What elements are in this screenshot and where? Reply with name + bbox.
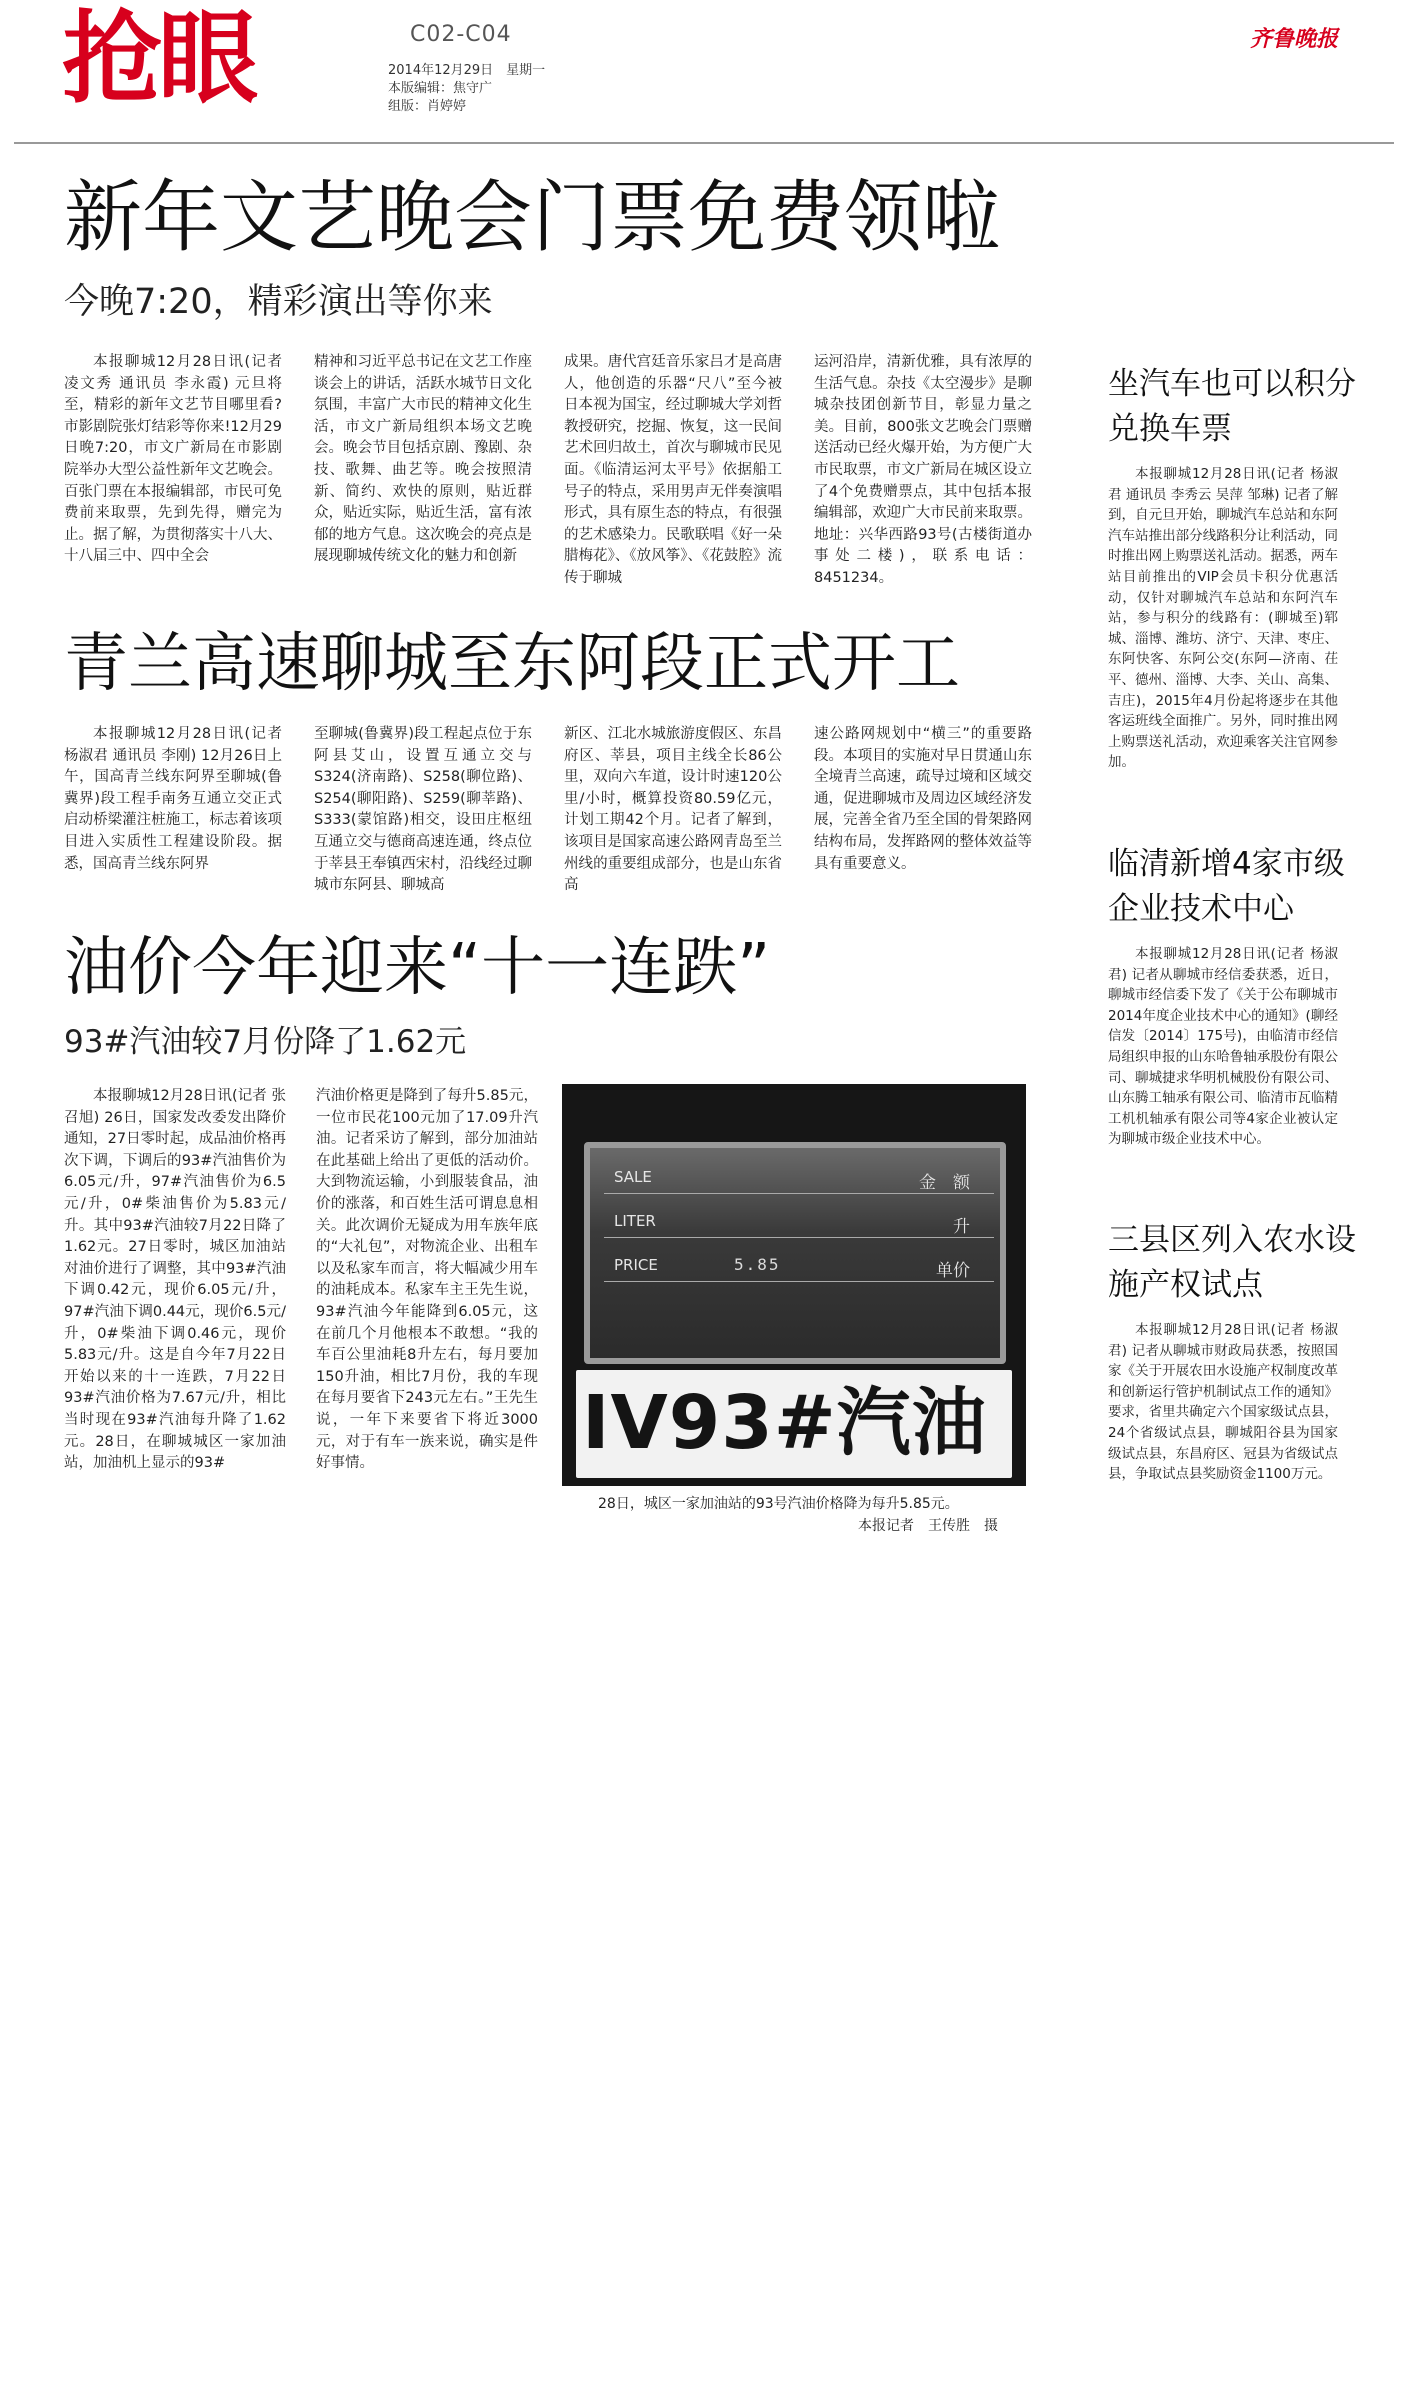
sidebar-story-2-title: 临清新增4家市级企业技术中心 (1108, 846, 1345, 927)
page-editor: 本版编辑：焦守广 (388, 81, 493, 96)
pump-row-label: SALE (614, 1168, 652, 1186)
sidebar-story-3-text: 本报聊城12月28日讯(记者 杨淑君) 记者从聊城市财政局获悉，按照国家《关于开展农田水设施产权制度改革和创新运行管护机制试点工作的通知》要求，省里共确定六个国家级试点县，24个省级试点县，聊城阳谷县为国家级试点县，东昌府区、冠县为省级试点县，争取试点县奖励资金1100万元。 (1108, 1322, 1338, 1483)
article1-column-4 (814, 352, 1032, 596)
article2-text-4: 速公路网规划中“横三”的重要路段。本项目的实施对早日贯通山东全境青兰高速，疏导过境和区域交通，促进聊城市及周边区域经济发展，完善全省乃至全国的骨架路网结构布局，发挥路网的整体效益等具有重要意义。 (814, 726, 1032, 872)
fuel-pump-photo (562, 1084, 1026, 1486)
pump-row-value: 5.85 (734, 1255, 781, 1274)
article3-column-1 (64, 1086, 286, 1526)
article2-text-2: 至聊城(鲁冀界)段工程起点位于东阿县艾山，设置互通立交与S324(济南路)、S258(聊位路)、S254(聊阳路)、S259(聊莘路)、S333(蒙馆路)相交，设田庄枢纽互通立交与德商高速连通，终点位于莘县王奉镇西宋村，沿线经过聊城市东阿县、聊城高 (314, 726, 532, 894)
page-code: C02-C04 (410, 22, 512, 47)
pump-row-liter (604, 1206, 994, 1238)
pump-row-unit: 单价 (936, 1261, 970, 1281)
sidebar-story-2-text: 本报聊城12月28日讯(记者 杨淑君) 记者从聊城市经信委获悉，近日，聊城市经信委下发了《关于公布聊城市2014年度企业技术中心的通知》(聊经信发〔2014〕175号)，由临清市经信局组织申报的山东哈鲁轴承股份有限公司、聊城捷求华明机械股份有限公司、山东腾工轴承有限公司、临清市瓦临精工机机轴承有限公司等4家企业被认定为聊城市级企业技术中心。 (1108, 946, 1338, 1148)
article2-column-1 (64, 724, 282, 904)
article2-headline: 青兰高速聊城至东阿段正式开工 (64, 627, 960, 701)
section-logo: 抢眼 (62, 0, 254, 117)
fuel-grade-text: IV93#汽油 (582, 1380, 987, 1466)
article1-text-1: 本报聊城12月28日讯(记者 凌文秀 通讯员 李永霞) 元旦将至，精彩的新年文艺节目哪里看?市影剧院张灯结彩等你来!12月29日晚7:20，市文广新局在市影剧院举办大型公益性新年文艺晚会。百张门票在本报编辑部，市民可免费前来取票，先到先得，赠完为止。据了解，为贯彻落实十八大、十八届三中、四中全会 (64, 354, 282, 565)
newspaper-name: 齐鲁晚报 (1250, 26, 1339, 52)
article2-text-3: 新区、江北水城旅游度假区、东昌府区、莘县，项目主线全长86公里，双向六车道，设计时速120公里/小时，概算投资80.59亿元，计划工期42个月。记者了解到，该项目是国家高速公路网青岛至兰州线的重要组成部分，也是山东省高 (564, 726, 782, 894)
article1-text-2: 精神和习近平总书记在文艺工作座谈会上的讲话，活跃水城节日文化氛围，丰富广大市民的精神文化生活，市文广新局组织本场文艺晚会。晚会节目包括京剧、豫剧、杂技、歌舞、曲艺等。晚会按照清新、简约、欢快的原则，贴近群众，贴近实际，贴近生活，富有浓郁的地方气息。这次晚会的亮点是展现聊城传统文化的魅力和创新 (314, 354, 532, 565)
article3-subhead: 93#汽油较7月份降了1.62元 (64, 1024, 467, 1060)
article1-subhead: 今晚7:20，精彩演出等你来 (64, 282, 493, 322)
article1-text-4: 运河沿岸，清新优雅，具有浓厚的生活气息。杂技《太空漫步》是聊城杂技团创新节目，彰显力量之美。目前，800张文艺晚会门票赠送活动已经火爆开始，为方便广大市民取票，市文广新局在城区设立了4个免费赠票点，其中包括本报编辑部，欢迎广大市民前来取票。地址：兴华西路93号(古楼街道办事处二楼)，联系电话：8451234。 (814, 354, 1032, 586)
article1-column-2 (314, 352, 532, 596)
sidebar-story-2-body (1108, 944, 1338, 1204)
header-divider (14, 142, 1394, 144)
article2-column-2 (314, 724, 532, 904)
fuel-grade-sign (576, 1370, 1012, 1478)
article1-column-3 (564, 352, 782, 596)
pump-row-sale (604, 1162, 994, 1194)
article3-text-1: 本报聊城12月28日讯(记者 张召旭) 26日，国家发改委发出降价通知，27日零时起，成品油价格再次下调，下调后的93#汽油售价为6.05元/升，97#汽油售价为6.5元/升，0#柴油售价为5.83元/升。其中93#汽油较7月22日降了1.62元。27日零时，城区加油站对油价进行了调整，其中93#汽油下调0.42元，现价6.05元/升，97#汽油下调0.44元，现价6.5元/升，0#柴油下调0.46元，现价5.83元/升。这是自今年7月22日开始以来的十一连跌，7月22日93#汽油价格为7.67元/升，相比当时现在93#汽油每升降了1.62元。28日，在聊城城区一家加油站，加油机上显示的93# (64, 1088, 286, 1472)
article1-column-1 (64, 352, 282, 596)
issue-date: 2014年12月29日 星期一 (388, 63, 546, 78)
pump-row-label: PRICE (614, 1256, 658, 1274)
sidebar-story-1-text: 本报聊城12月28日讯(记者 杨淑君 通讯员 李秀云 吴萍 邹琳) 记者了解到，自元旦开始，聊城汽车总站和东阿汽车站推出部分线路积分让利活动，同时推出网上购票送礼活动。据悉，两车站目前推出的VIP会员卡积分优惠活动，仅针对聊城汽车总站和东阿汽车站，参与积分的线路有：(聊城至)郓城、淄博、潍坊、济宁、天津、枣庄、东阿快客、东阿公交(东阿—济南、茌平、德州、淄博、大李、关山、高集、吉庄)，2015年4月份起将逐步在其他客运班线全面推广。另外，同时推出网上购票送礼活动，欢迎乘客关注官网参加。 (1108, 466, 1338, 771)
article2-column-4 (814, 724, 1032, 904)
pump-row-label: LITER (614, 1212, 656, 1230)
page-designer: 组版：肖婷婷 (388, 99, 467, 114)
article2-text-1: 本报聊城12月28日讯(记者 杨淑君 通讯员 李刚) 12月26日上午，国高青兰线东阿界至聊城(鲁冀界)段工程手南务互通立交正式启动桥梁灌注桩施工，标志着该项目进入实质性工程建设阶段。据悉，国高青兰线东阿界 (64, 726, 282, 872)
sidebar-story-1-body (1108, 464, 1338, 848)
pump-row-unit: 升 (953, 1217, 970, 1237)
article1-headline: 新年文艺晚会门票免费领啦 (64, 173, 1001, 263)
article2-column-3 (564, 724, 782, 904)
pump-row-price (604, 1250, 994, 1282)
pump-display-panel (584, 1142, 1006, 1364)
sidebar-story-3-title: 三县区列入农水设施产权试点 (1108, 1222, 1356, 1303)
article3-headline: 油价今年迎来“十一连跌” (64, 931, 771, 1005)
photo-credit: 本报记者 王传胜 摄 (858, 1518, 998, 1534)
pump-row-unit: 金 额 (919, 1173, 970, 1193)
photo-caption: 28日，城区一家加油站的93号汽油价格降为每升5.85元。 (598, 1496, 959, 1512)
sidebar-story-1-title: 坐汽车也可以积分兑换车票 (1108, 366, 1356, 447)
article3-text-2: 汽油价格更是降到了每升5.85元，一位市民花100元加了17.09升汽油。记者采访了解到，部分加油站在此基础上给出了更低的活动价。大到物流运输，小到服装食品，油价的涨落，和百姓生活可谓息息相关。此次调价无疑成为用车族年底的“大礼包”，对物流企业、出租车以及私家车而言，将大幅减少用车的油耗成本。私家车主王先生说，93#汽油今年能降到6.05元，这在前几个月他根本不敢想。“我的车百公里油耗8升左右，每月要加150升油，相比7月份，我的车现在每月要省下243元左右。”王先生说，一年下来要省下将近3000元，对于有车一族来说，确实是件好事情。 (316, 1088, 538, 1472)
article1-text-3: 成果。唐代宫廷音乐家吕才是高唐人，他创造的乐器“尺八”至今被日本视为国宝，经过聊城大学刘哲教授研究，挖掘、恢复，这一民间艺术回归故土，首次与聊城市民见面。《临清运河太平号》依据船工号子的特点，采用男声无伴奏演唱形式，具有原生态的特点，有很强的艺术感染力。民歌联唱《好一朵腊梅花》、《放风筝》、《花鼓腔》流传于聊城 (564, 354, 782, 586)
article3-column-2 (316, 1086, 538, 1526)
sidebar-story-3-body (1108, 1320, 1338, 1542)
